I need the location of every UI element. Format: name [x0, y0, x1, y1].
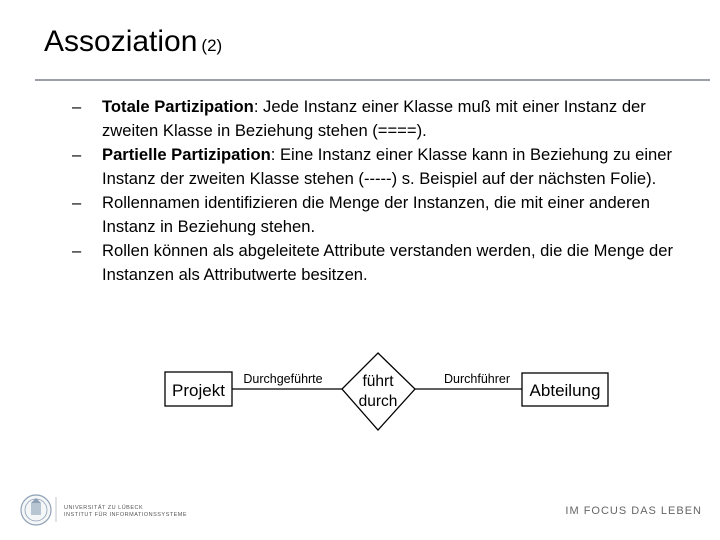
bullet-dash: – — [72, 145, 82, 164]
role-label-left: Durchgeführte — [243, 372, 323, 386]
entity-label-abteilung: Abteilung — [529, 381, 601, 400]
bullet-text: : Jede Instanz einer Klasse muß mit einer Instanz der zweiten Klasse in Beziehung stehen (====). — [102, 97, 646, 140]
slide-title-suffix: (2) — [201, 36, 223, 55]
footer-tagline: IM FOCUS DAS LEBEN — [565, 505, 702, 517]
institute-name: INSTITUT FÜR INFORMATIONSSYSTEME — [64, 512, 188, 518]
bullet-text: Rollen können als abgeleitete Attribute verstanden werden, die die Menge der Instanzen als Attributwerte besitzen. — [102, 241, 674, 284]
university-name: UNIVERSITÄT ZU LÜBECK — [64, 505, 144, 511]
bullet-dash: – — [72, 97, 82, 116]
bullet-text: : Eine Instanz einer Klasse kann in Beziehung zu einer Instanz der zweiten Klasse stehen (-----) s. Beispiel auf der nächsten Folie). — [102, 145, 673, 188]
role-label-right: Durchführer — [444, 372, 510, 386]
relationship-diamond — [342, 353, 415, 430]
bullet-term: Totale Partizipation — [102, 97, 254, 116]
slide-title-text: Assoziation — [44, 25, 198, 58]
bullet-text: Rollennamen identifizieren die Menge der Instanzen, die mit einer anderen Instanz in Beziehung stehen. — [102, 193, 650, 236]
bullet-term: Partielle Partizipation — [102, 145, 271, 164]
bullet-dash: – — [72, 193, 82, 212]
bullet-dash: – — [72, 241, 82, 260]
university-wordmark — [64, 505, 187, 519]
relationship-label-line2: durch — [358, 393, 398, 410]
university-seal-icon — [21, 495, 51, 525]
relationship-label-line1: führt — [362, 373, 394, 390]
entity-label-projekt: Projekt — [172, 381, 225, 400]
